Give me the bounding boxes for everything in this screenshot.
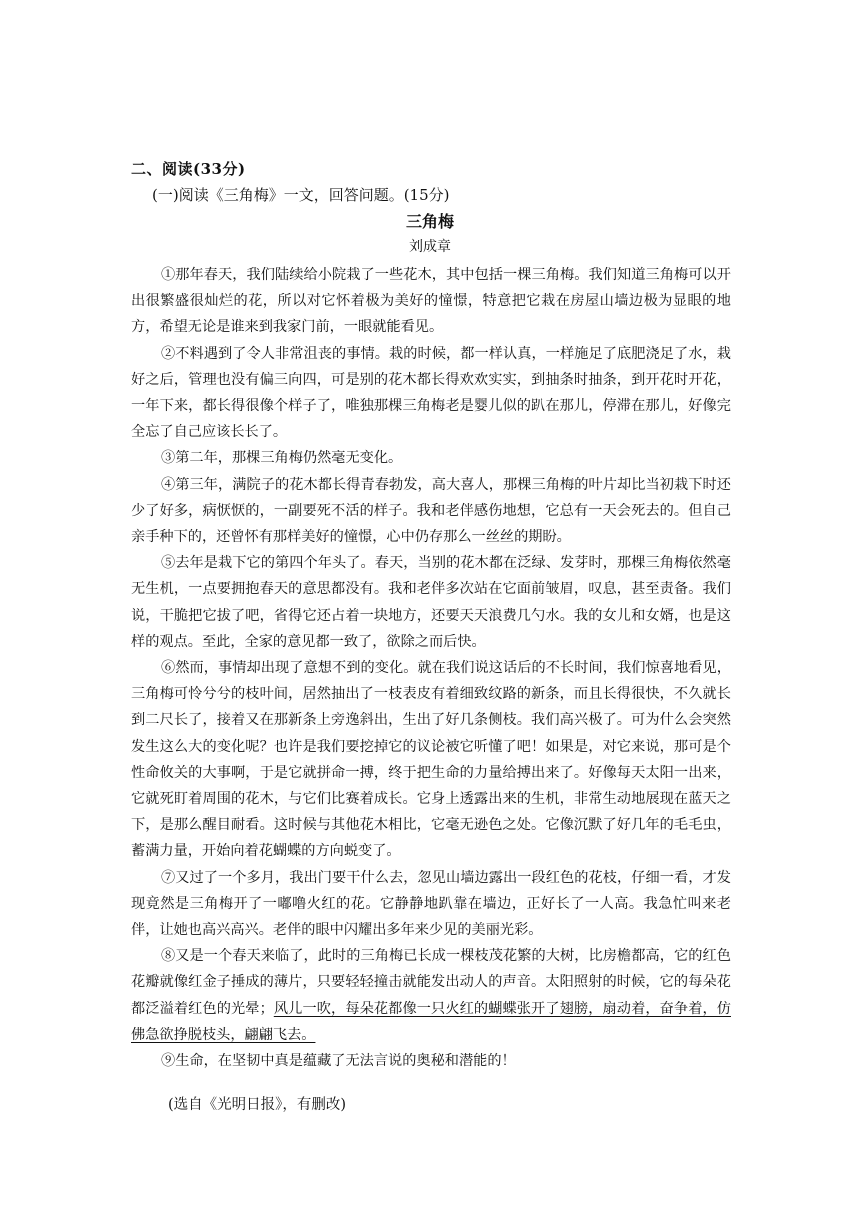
article-author: 刘成章 [409,239,451,255]
paragraph-3: ③第二年，那棵三角梅仍然毫无变化。 [161,450,403,467]
paragraph-4: ④第三年，满院子的花木都长得青春勃发，高大喜人，那棵三角梅的叶片却比当初栽下时还少了好多，病恹恹的，一副要死不活的样子。我和老伴感伤地想，它总有一天会死去的。但自己亲手种下的，还曾怀有那样美好的憧憬，心中仍存那么一丝丝的期盼。 [131,476,731,546]
paragraph-7: ⑦又过了一个多月，我出门要干什么去，忽见山墙边露出一段红色的花枝，仔细一看，才发现竟然是三角梅开了一嘟噜火红的花。它静静地趴靠在墙边，正好长了一人高。我急忙叫来老伴，让她也高兴高兴。老伴的眼中闪耀出多年来少见的美丽光彩。 [131,869,731,939]
underlined-sentence: 风儿一吹，每朵花都像一只火红的蝴蝶张开了翅膀，扇动着，奋争着，仿佛急欲挣脱枝头，翩翩飞去。 [131,1000,731,1043]
paragraph-5: ⑤去年是栽下它的第四个年头了。春天，当别的花木都在泛绿、发芽时，那棵三角梅依然毫无生机，一点要拥抱春天的意思都没有。我和老伴多次站在它面前皱眉，叹息，甚至责备。我们说，干脆把它拔了吧，省得它还占着一块地方，还要天天浪费几勺水。我的女儿和女婿，也是这样的观点。至此，全家的意见都一致了，欲除之而后快。 [131,555,731,650]
source-citation: (选自《光明日报》，有删改) [168,1097,347,1113]
paragraph-9: ⑨生命，在坚韧中真是蕴藏了无法言说的奥秘和潜能的！ [161,1053,516,1070]
article-title: 三角梅 [405,212,454,231]
paragraph-8-lead: ⑧又是一个春天来临了，此时的三角梅已长成一棵枝茂花繁的大树，比房檐都高，它的红色花瓣就像红金子捶成的薄片，只要轻轻撞击就能发出动人的声音。太阳照射的时候，它的每朵花都泛溢着红色的光晕； [131,948,731,1017]
article-body [131,262,731,1074]
paragraph-8 [131,943,731,1048]
paragraph-2: ②不料遇到了令人非常沮丧的事情。栽的时候，都一样认真，一样施足了底肥浇足了水，栽好之后，管理也没有偏三向四，可是别的花木都长得欢欢实实，到抽条时抽条，到开花时开花，一年下来，都长得很像个样子了，唯独那棵三角梅老是婴儿似的趴在那儿，停滞在那儿，好像完全忘了自己应该长长了。 [131,345,731,441]
paragraph-6: ⑥然而，事情却出现了意想不到的变化。就在我们说这话后的不长时间，我们惊喜地看见，三角梅可怜兮兮的枝叶间，居然抽出了一枝表皮有着细致纹路的新条，而且长得很快，不久就长到二尺长了，接着又在那新条上旁逸斜出，生出了好几条侧枝。我们高兴极了。可为什么会突然发生这么大的变化呢？也许是我们要挖掉它的议论被它听懂了吧！如果是，对它来说，那可是个性命攸关的大事啊，于是它就拼命一搏，终于把生命的力量给搏出来了。好像每天太阳一出来，它就死盯着周围的花木，与它们比赛着成长。它身上透露出来的生机，非常生动地展现在蓝天之下，是那么醒目耐看。这时候与其他花木相比，它毫无逊色之处。它像沉默了好几年的毛毛虫，蓄满力量，开始向着花蝴蝶的方向蜕变了。 [131,660,731,860]
section-heading: 二、阅读(33分) [131,160,246,178]
paragraph-1: ①那年春天，我们陆续给小院栽了一些花木，其中包括一棵三角梅。我们知道三角梅可以开出很繁盛很灿烂的花，所以对它怀着极为美好的憧憬，特意把它栽在房屋山墙边极为显眼的地方，希望无论是谁来到我家门前，一眼就能看见。 [131,267,731,336]
question-intro: (一)阅读《三角梅》一文，回答问题。(15分) [152,186,450,204]
